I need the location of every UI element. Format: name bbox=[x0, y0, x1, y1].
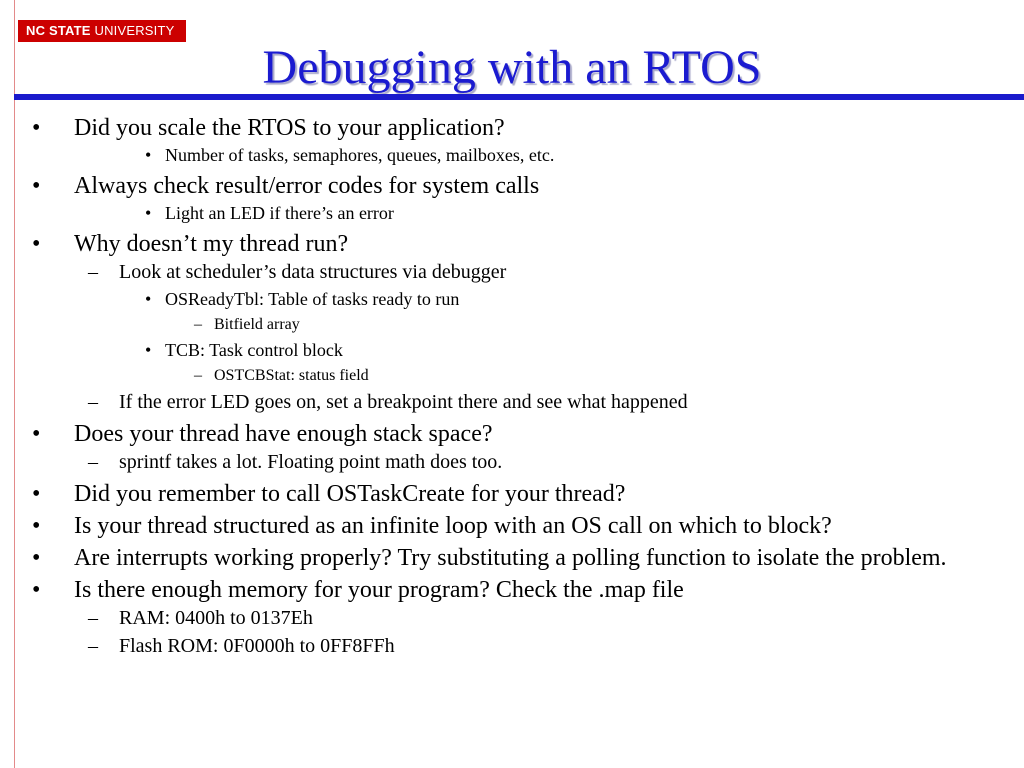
bullet-text: Look at scheduler’s data structures via debugger bbox=[119, 261, 507, 283]
bullet-item bbox=[0, 337, 1024, 363]
logo-text-regular: UNIVERSITY bbox=[94, 23, 175, 38]
bullet-text: Light an LED if there’s an error bbox=[165, 203, 394, 223]
bullet-text: Is there enough memory for your program? Check the .map file bbox=[74, 577, 684, 603]
bullet-item bbox=[0, 480, 1024, 508]
bullet-text: Flash ROM: 0F0000h to 0FF8FFh bbox=[119, 635, 395, 657]
bullet-text: Is your thread structured as an infinite loop with an OS call on which to block? bbox=[74, 513, 832, 539]
bullet-item bbox=[0, 312, 1024, 337]
bullet-item bbox=[0, 448, 1024, 476]
bullet-item bbox=[0, 172, 1024, 200]
bullet-text: Why doesn’t my thread run? bbox=[74, 231, 349, 257]
bullet-item bbox=[0, 363, 1024, 388]
bullet-text: Bitfield array bbox=[214, 316, 300, 333]
bullet-text: Number of tasks, semaphores, queues, mailboxes, etc. bbox=[165, 145, 555, 165]
bullet-item bbox=[0, 114, 1024, 142]
slide-title: Debugging with an RTOS bbox=[262, 41, 762, 94]
bullet-marker: – bbox=[88, 607, 98, 629]
bullet-marker: • bbox=[32, 231, 41, 257]
bullet-list bbox=[0, 110, 1024, 660]
bullet-text: Did you scale the RTOS to your application? bbox=[74, 115, 505, 141]
bullet-text: RAM: 0400h to 0137Eh bbox=[119, 607, 313, 629]
bullet-text: OSTCBStat: status field bbox=[214, 367, 369, 384]
bullet-marker: – bbox=[194, 367, 202, 384]
bullet-item bbox=[0, 604, 1024, 632]
title-underline-rule bbox=[14, 94, 1024, 100]
bullet-marker: • bbox=[32, 421, 41, 447]
bullet-item bbox=[0, 576, 1024, 604]
bullet-marker: • bbox=[145, 289, 152, 309]
bullet-marker: • bbox=[32, 115, 41, 141]
bullet-marker: • bbox=[32, 513, 41, 539]
bullet-marker: – bbox=[88, 261, 98, 283]
bullet-marker: • bbox=[145, 145, 152, 165]
bullet-marker: • bbox=[145, 340, 152, 360]
bullet-marker: • bbox=[32, 481, 41, 507]
bullet-text: Are interrupts working properly? Try substituting a polling function to isolate the problem. bbox=[74, 545, 947, 571]
bullet-item bbox=[0, 632, 1024, 660]
bullet-item bbox=[0, 142, 1024, 168]
bullet-item bbox=[0, 286, 1024, 312]
bullet-item bbox=[0, 200, 1024, 226]
bullet-marker: • bbox=[32, 577, 41, 603]
bullet-text: If the error LED goes on, set a breakpoint there and see what happened bbox=[119, 391, 688, 413]
bullet-text: OSReadyTbl: Table of tasks ready to run bbox=[165, 289, 460, 309]
bullet-text: Does your thread have enough stack space? bbox=[74, 421, 493, 447]
bullet-marker: – bbox=[194, 316, 202, 333]
bullet-marker: – bbox=[88, 635, 98, 657]
bullet-item bbox=[0, 544, 1024, 572]
bullet-marker: • bbox=[32, 545, 41, 571]
bullet-marker: – bbox=[88, 451, 98, 473]
bullet-item bbox=[0, 512, 1024, 540]
bullet-text: TCB: Task control block bbox=[165, 340, 343, 360]
bullet-item bbox=[0, 420, 1024, 448]
bullet-marker: – bbox=[88, 391, 98, 413]
bullet-item bbox=[0, 258, 1024, 286]
bullet-text: Always check result/error codes for system calls bbox=[74, 173, 540, 199]
bullet-item bbox=[0, 388, 1024, 416]
bullet-text: sprintf takes a lot. Floating point math does too. bbox=[119, 451, 503, 473]
university-logo bbox=[18, 20, 186, 42]
bullet-marker: • bbox=[32, 173, 41, 199]
bullet-text: Did you remember to call OSTaskCreate for your thread? bbox=[74, 481, 626, 507]
bullet-marker: • bbox=[145, 203, 152, 223]
bullet-item bbox=[0, 230, 1024, 258]
logo-text-bold: NC STATE bbox=[26, 23, 91, 38]
